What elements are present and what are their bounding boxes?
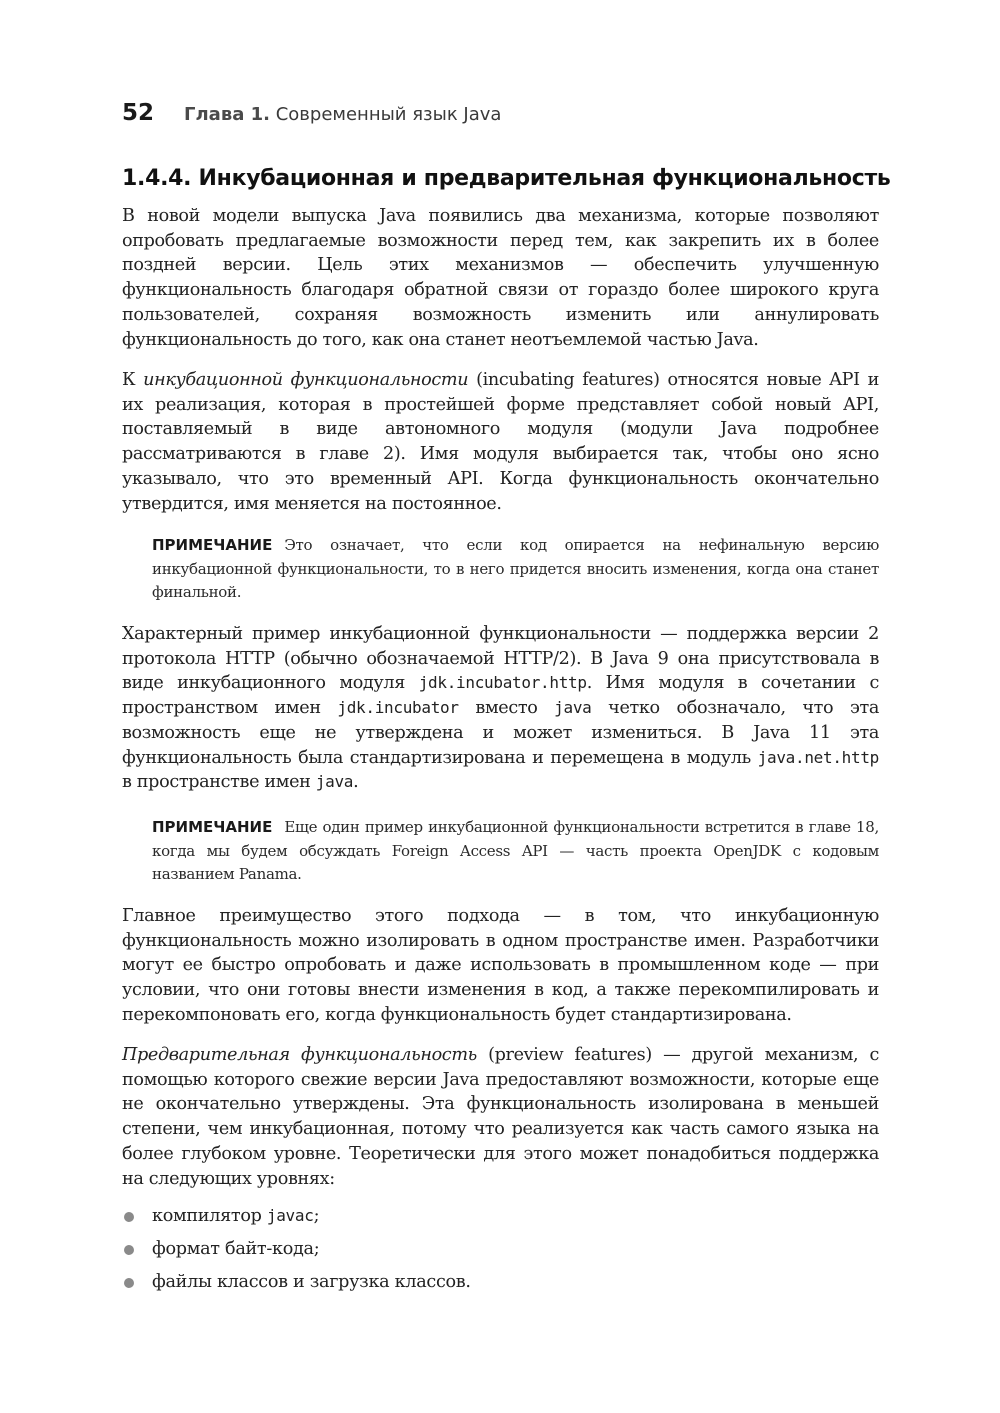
list-item xyxy=(122,1270,879,1303)
text-run: К xyxy=(122,370,144,390)
running-head xyxy=(122,100,879,126)
bullet-list xyxy=(122,1204,879,1303)
text-run: файлы классов и загрузка классов. xyxy=(152,1272,471,1292)
paragraph-preview xyxy=(122,1043,879,1191)
term-incubating: инкубационной функциональности xyxy=(143,370,469,390)
text-run: вместо xyxy=(458,698,555,719)
chapter-label xyxy=(184,104,501,125)
text-run: Характерный пример инкубационной функциональности — поддержка версии 2 протокола HTTP (обычно обозначаемой HTTP/2). В Java 9 она присутствовала в виде инкубационного модуля xyxy=(122,624,879,694)
term-preview: Предварительная функциональность xyxy=(122,1045,477,1065)
code-java: java xyxy=(315,772,354,792)
note-text: Еще один пример инкубационной функциональности встретится в главе 18, когда мы будем обсуждать Foreign Access API — часть проекта OpenJDK с кодовым названием Panama. xyxy=(152,818,879,883)
text-run: четко обозначало, что эта возможность еще не утверждена и может измениться. В Java 11 эта функциональность была стандартизирована и перемещена в модуль xyxy=(122,698,879,768)
note-1 xyxy=(152,534,879,605)
list-item xyxy=(122,1204,879,1237)
bullet-icon xyxy=(124,1278,134,1288)
section-heading: 1.4.4. Инкубационная и предварительная функциональность xyxy=(122,166,891,191)
paragraph-advantage: Главное преимущество этого подхода — в том, что инкубационную функциональность можно изолировать в одном пространстве имен. Разработчики могут ее быстро опробовать и даже использовать в промышленном коде — при условии, что они готовы внести изменения в код, а также перекомпилировать и перекомпоновать его, когда функциональность будет стандартизирована. xyxy=(122,906,879,1025)
paragraph-incubating xyxy=(122,368,879,516)
text-run: в пространстве имен xyxy=(122,772,316,793)
text-run: (incubating features) относятся новые API и их реализация, которая в простейшей форме представляет собой новый API, поставляемый в виде автономного модуля (модули Java подробнее рассматриваются в главе 2). Имя модуля выбирается так, чтобы оно ясно указывало, что это временный API. Когда функциональность окончательно утвердится, имя меняется на постоянное. xyxy=(122,370,880,514)
code-module-name: jdk.incubator.http xyxy=(418,673,587,693)
text-run: (preview features) — другой механизм, с помощью которого свежие версии Java предоставляют возможности, которые еще не окончательно утверждены. Эта функциональность изолирована в меньшей степени, чем инкубационная, потому что реализуется как часть самого языка на более глубоком уровне. Теоретически для этого может понадобиться поддержка на следующих уровнях: xyxy=(122,1045,879,1189)
text-run: ; xyxy=(313,1206,320,1226)
text-run: формат байт-кода; xyxy=(152,1239,320,1259)
paragraph-intro: В новой модели выпуска Java появились два механизма, которые позволяют опробовать предлагаемые возможности перед тем, как закрепить их в более поздней версии. Цель этих механизмов — обеспечить улучшенную функциональность благодаря обратной связи от гораздо более широкого круга пользователей, сохраняя возможность изменить или аннулировать функциональность до того, как она станет неотъемлемой частью Java. xyxy=(122,206,879,350)
code-javac: javac xyxy=(266,1206,314,1225)
chapter-number: Глава 1. xyxy=(184,104,270,125)
chapter-title: Современный язык Java xyxy=(275,104,502,125)
code-java-net-http: java.net.http xyxy=(757,747,879,767)
bullet-icon xyxy=(124,1212,134,1222)
text-run: . xyxy=(353,772,359,793)
list-item xyxy=(122,1237,879,1270)
page-number: 52 xyxy=(122,100,155,126)
text-run: компилятор xyxy=(152,1206,267,1226)
code-java: java xyxy=(554,698,592,718)
note-label: ПРИМЕЧАНИЕ xyxy=(152,536,273,554)
code-namespace: jdk.incubator xyxy=(337,698,459,718)
note-label: ПРИМЕЧАНИЕ xyxy=(152,818,273,836)
paragraph-http2-example xyxy=(122,622,879,795)
bullet-icon xyxy=(124,1245,134,1255)
note-2 xyxy=(152,816,879,887)
note-text: Это означает, что если код опирается на нефинальную версию инкубационной функциональности, то в него придется вносить изменения, когда она станет финальной. xyxy=(152,536,879,601)
text-run: . Имя модуля в сочетании с пространством имен xyxy=(122,673,879,719)
